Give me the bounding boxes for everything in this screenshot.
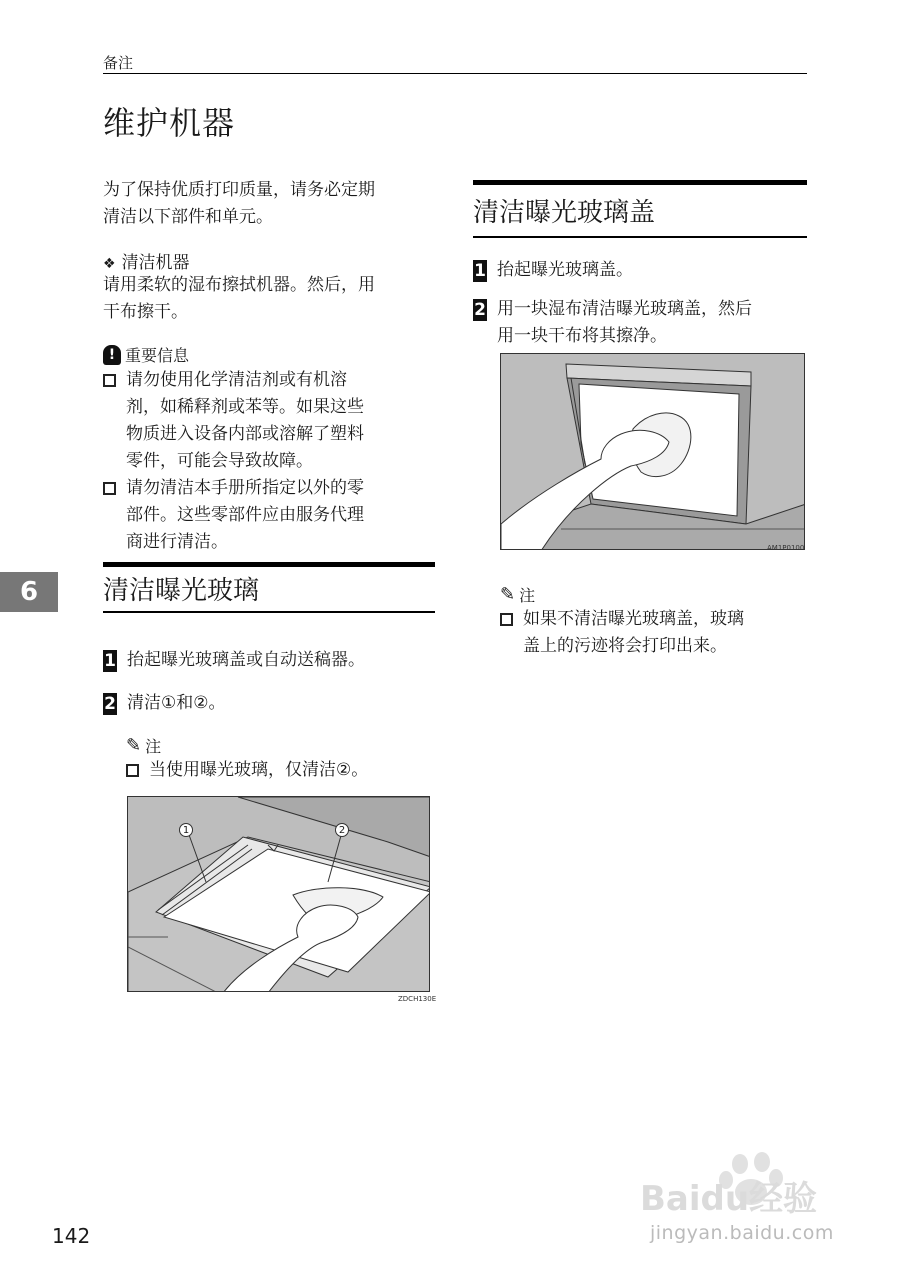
running-header: 备注 (103, 54, 134, 72)
step-number: 2 (474, 300, 486, 320)
diamond-bullet-icon: ❖ (103, 256, 116, 272)
pencil-icon: ✎ (126, 735, 142, 756)
list-item (126, 757, 436, 784)
clean-machine-heading (103, 248, 190, 273)
list-item-line: 物质进入设备内部或溶解了塑料 (126, 424, 364, 444)
step-number: 1 (104, 651, 116, 671)
step-item (103, 690, 225, 717)
important-list (103, 367, 423, 556)
header-rule (103, 73, 807, 74)
step-text-line: 用一块湿布清洁曝光玻璃盖，然后 (497, 299, 752, 319)
step-text: 抬起曝光玻璃盖或自动送稿器。 (127, 650, 365, 670)
step-item (473, 257, 633, 284)
callout-1: 1 (179, 823, 193, 837)
exposure-glass-illustration (127, 796, 430, 992)
watermark-url: jingyan.baidu.com (650, 1222, 834, 1244)
note-title: 注 (145, 737, 162, 756)
glass-cover-illustration (500, 353, 805, 550)
important-heading (103, 343, 189, 366)
clean-machine-line: 干布擦干。 (103, 302, 188, 322)
checkbox-bullet-icon (103, 482, 116, 495)
section-rule-bottom (473, 236, 807, 238)
list-item (500, 606, 800, 660)
page-number: 142 (52, 1224, 91, 1248)
list-item-line: 当使用曝光玻璃，仅清洁②。 (149, 760, 369, 780)
figure-code: ZDCH130E (398, 995, 437, 1003)
list-item-line: 如果不清洁曝光玻璃盖，玻璃 (523, 609, 744, 629)
checkbox-bullet-icon (103, 374, 116, 387)
checkbox-bullet-icon (500, 613, 513, 626)
important-icon: ! (103, 345, 121, 365)
section-rule-top (103, 562, 435, 567)
step-text: 清洁①和②。 (127, 693, 226, 713)
step-item (103, 647, 365, 674)
page-title: 维护机器 (103, 104, 236, 142)
intro-line: 清洁以下部件和单元。 (103, 207, 273, 227)
clean-machine-text (103, 272, 438, 326)
figure-code: AM1P0100 (767, 544, 805, 552)
intro-paragraph (103, 177, 438, 231)
list-item-line: 请勿使用化学清洁剂或有机溶 (126, 370, 347, 390)
step-number: 2 (104, 694, 116, 714)
list-item-line: 盖上的污迹将会打印出来。 (523, 636, 727, 656)
section-title-glass: 清洁曝光玻璃 (103, 576, 260, 606)
list-item-line: 部件。这些零部件应由服务代理 (126, 505, 364, 525)
list-item-line: 商进行清洁。 (126, 532, 228, 552)
cover-cleaning-drawing (501, 354, 805, 550)
list-item-line: 请勿清洁本手册所指定以外的零 (126, 478, 364, 498)
note-heading (126, 734, 161, 757)
callout-2: 2 (335, 823, 349, 837)
step-text: 抬起曝光玻璃盖。 (497, 260, 633, 280)
clean-machine-title: 清洁机器 (121, 253, 190, 273)
pencil-icon: ✎ (500, 584, 516, 605)
watermark-brand: Baidu经验 (640, 1179, 818, 1219)
section-rule-bottom (103, 611, 435, 613)
clean-machine-line: 请用柔软的湿布擦拭机器。然后，用 (103, 275, 375, 295)
checkbox-bullet-icon (126, 764, 139, 777)
important-title: 重要信息 (125, 346, 190, 365)
note-list (500, 606, 800, 660)
chapter-tab: 6 (0, 572, 58, 612)
step-number: 1 (474, 261, 486, 281)
section-title-cover: 清洁曝光玻璃盖 (473, 198, 656, 228)
note-title: 注 (519, 586, 536, 605)
section-rule-top (473, 180, 807, 185)
step-item (473, 296, 752, 350)
list-item (103, 367, 423, 475)
note-list (126, 757, 436, 784)
intro-line: 为了保持优质打印质量，请务必定期 (103, 180, 375, 200)
glass-cleaning-drawing (128, 797, 430, 992)
list-item-line: 剂，如稀释剂或苯等。如果这些 (126, 397, 364, 417)
note-heading (500, 583, 535, 606)
list-item (103, 475, 423, 556)
list-item-line: 零件，可能会导致故障。 (126, 451, 313, 471)
step-text-line: 用一块干布将其擦净。 (497, 326, 667, 346)
